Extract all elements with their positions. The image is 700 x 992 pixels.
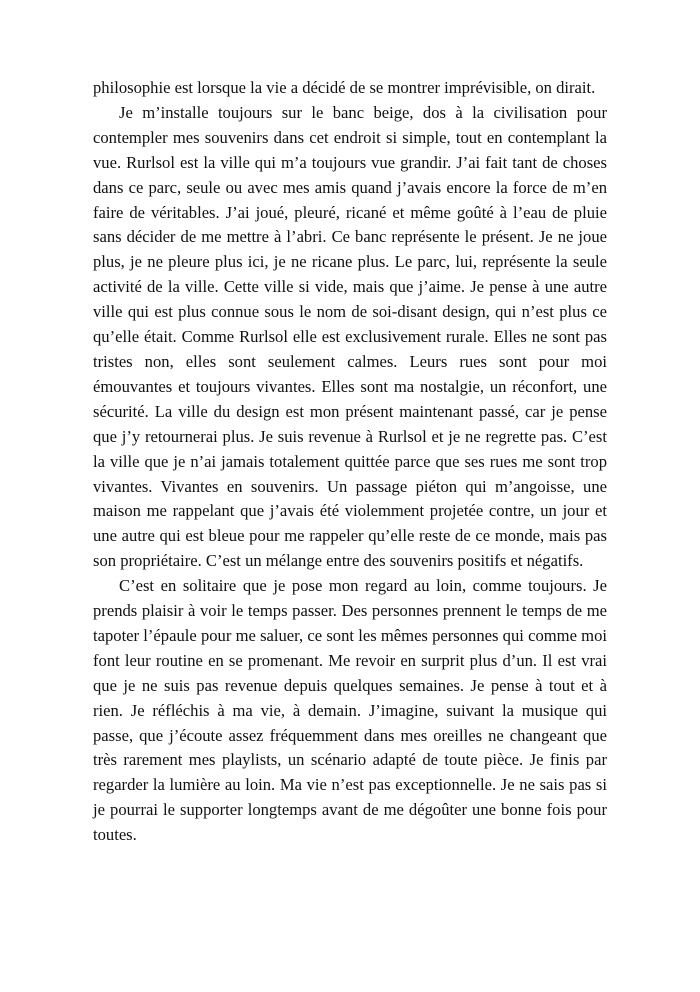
document-page: [93, 76, 607, 848]
paragraph-2: Je m’installe toujours sur le banc beige, dos à la civilisation pour contempler mes souvenirs dans cet endroit si simple, tout en contemplant la vue. Rurlsol est la ville qui m’a toujours vue grandir. J’ai fait tant de choses dans ce parc, seule ou avec mes amis quand j’avais encore la force de m’en faire de véritables. J’ai joué, pleuré, ricané et même goûté à l’eau de pluie sans décider de me mettre à l’abri. Ce banc représente le présent. Je ne joue plus, je ne pleure plus ici, je ne ricane plus. Le parc, lui, représente la seule activité de la ville. Cette ville si vide, mais que j’aime. Je pense à une autre ville qui est plus connue sous le nom de soi-disant design, qui n’est plus ce qu’elle était. Comme Rurlsol elle est exclusivement rurale. Elles ne sont pas tristes non, elles sont seulement calmes. Leurs rues sont pour moi émouvantes et toujours vivantes. Elles sont ma nostalgie, un réconfort, une sécurité. La ville du design est mon présent maintenant passé, car je pense que j’y retournerai plus. Je suis revenue à Rurlsol et je ne regrette pas. C’est la ville que je n’ai jamais totalement quittée parce que ses rues me sont trop vivantes. Vivantes en souvenirs. Un passage piéton qui m’angoisse, une maison me rappelant que j’avais été violemment projetée contre, un jour et une autre qui est bleue pour me rappeler qu’elle reste de ce monde, mais pas son propriétaire. C’est un mélange entre des souvenirs positifs et négatifs.: [93, 102, 607, 571]
paragraph-1: philosophie est lorsque la vie a décidé de se montrer imprévisible, on dirait.: [93, 78, 596, 97]
paragraph-3: C’est en solitaire que je pose mon regard au loin, comme toujours. Je prends plaisir à voir le temps passer. Des personnes prennent le temps de me tapoter l’épaule pour me saluer, ce sont les mêmes personnes qui comme moi font leur routine en se promenant. Me revoir en surprit plus d’un. Il est vrai que je ne suis pas revenue depuis quelques semaines. Je pense à tout et à rien. Je réfléchis à ma vie, à demain. J’imagine, suivant la musique qui passe, que j’écoute assez fréquemment dans mes oreilles ne changeant que très rarement mes playlists, un scénario adapté de toute pièce. Je finis par regarder la lumière au loin. Ma vie n’est pas exceptionnelle. Je ne sais pas si je pourrai le supporter longtemps avant de me dégoûter une bonne fois pour toutes.: [93, 576, 607, 845]
